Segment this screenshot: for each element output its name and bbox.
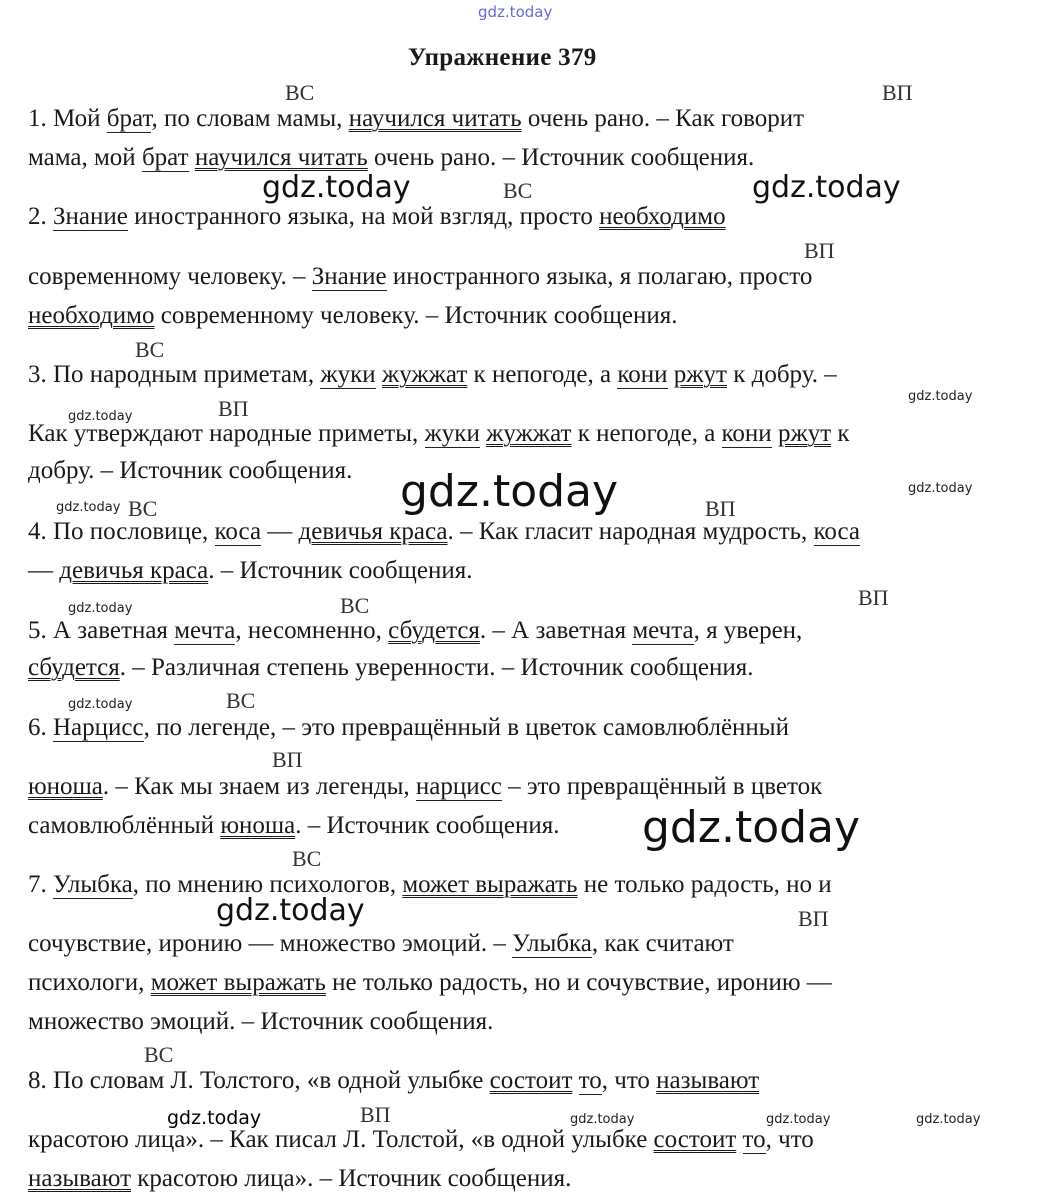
watermark: gdz.today (908, 481, 973, 496)
item-8-line-2: красотою лица». – Как писал Л. Толстой, «в одной улыбке состоит то, что (28, 1126, 814, 1153)
marker-vp: ВП (218, 396, 249, 421)
marker-vs: ВС (285, 80, 315, 105)
watermark-top: gdz.today (478, 3, 553, 21)
watermark: gdz.today (916, 1112, 981, 1127)
item-3-line-2: Как утверждают народные приметы, жуки жужжат к непогоде, а кони ржут к (28, 420, 850, 447)
item-7-line-1: 7. Улыбка, по мнению психологов, может выражать не только радость, но и (28, 871, 832, 898)
item-6-line-2: юноша. – Как мы знаем из легенды, нарцисс – это превращённый в цветок (28, 773, 823, 800)
marker-vs: ВС (135, 337, 165, 362)
watermark: gdz.today (167, 1107, 262, 1129)
marker-vp: ВП (858, 585, 889, 610)
item-3-line-3: добру. – Источник сообщения. (28, 457, 353, 484)
item-5-line-2: сбудется. – Различная степень уверенности. – Источник сообщения. (28, 654, 754, 681)
item-7-line-2: сочувствие, иронию — множество эмоций. – Улыбка, как считают (28, 930, 734, 957)
item-4-line-2: — девичья краса. – Источник сообщения. (28, 557, 473, 584)
marker-vp: ВП (804, 238, 835, 263)
marker-vp: ВП (272, 747, 303, 772)
watermark: gdz.today (68, 601, 133, 616)
watermark: gdz.today (766, 1112, 831, 1127)
item-1-line-1: 1. Мой брат, по словам мамы, научился читать очень рано. – Как говорит (28, 105, 805, 132)
item-2-line-3: необходимо современному человеку. – Источник сообщения. (28, 302, 678, 329)
item-5-line-1: 5. А заветная мечта, несомненно, сбудется. – А заветная мечта, я уверен, (28, 617, 803, 644)
item-8-line-3: называют красотою лица». – Источник сообщения. (28, 1165, 572, 1192)
item-7-line-4: множество эмоций. – Источник сообщения. (28, 1008, 494, 1035)
marker-vp: ВП (882, 80, 913, 105)
item-4-line-1: 4. По пословице, коса — девичья краса. – Как гласит народная мудрость, коса (28, 518, 861, 545)
watermark: gdz.today (56, 500, 121, 515)
page-title: Упражнение 379 (408, 44, 597, 71)
watermark: gdz.today (68, 409, 133, 424)
item-1-line-2: мама, мой брат научился читать очень рано. – Источник сообщения. (28, 144, 755, 171)
watermark: gdz.today (752, 170, 901, 205)
item-8-line-1: 8. По словам Л. Толстого, «в одной улыбке состоит то, что называют (28, 1067, 760, 1094)
item-6-line-3: самовлюблённый юноша. – Источник сообщения. (28, 812, 560, 839)
marker-vs: ВС (226, 688, 256, 713)
watermark: gdz.today (216, 893, 365, 928)
watermark: gdz.today (400, 466, 619, 517)
marker-vs: ВС (128, 496, 158, 521)
watermark: gdz.today (262, 170, 411, 205)
item-2-line-1: 2. Знание иностранного языка, на мой взгляд, просто необходимо (28, 203, 726, 230)
marker-vp: ВП (360, 1102, 391, 1127)
watermark: gdz.today (642, 802, 861, 853)
marker-vp: ВП (705, 496, 736, 521)
watermark: gdz.today (908, 389, 973, 404)
marker-vs: ВС (503, 178, 533, 203)
marker-vs: ВС (292, 846, 322, 871)
marker-vp: ВП (798, 906, 829, 931)
item-2-line-2: современному человеку. – Знание иностранного языка, я полагаю, просто (28, 263, 813, 290)
marker-vs: ВС (144, 1042, 174, 1067)
watermark: gdz.today (68, 697, 133, 712)
item-7-line-3: психологи, может выражать не только радость, но и сочувствие, иронию — (28, 969, 832, 996)
marker-vs: ВС (340, 593, 370, 618)
item-6-line-1: 6. Нарцисс, по легенде, – это превращённый в цветок самовлюблённый (28, 714, 789, 741)
item-3-line-1: 3. По народным приметам, жуки жужжат к непогоде, а кони ржут к добру. – (28, 361, 837, 388)
watermark: gdz.today (570, 1112, 635, 1127)
